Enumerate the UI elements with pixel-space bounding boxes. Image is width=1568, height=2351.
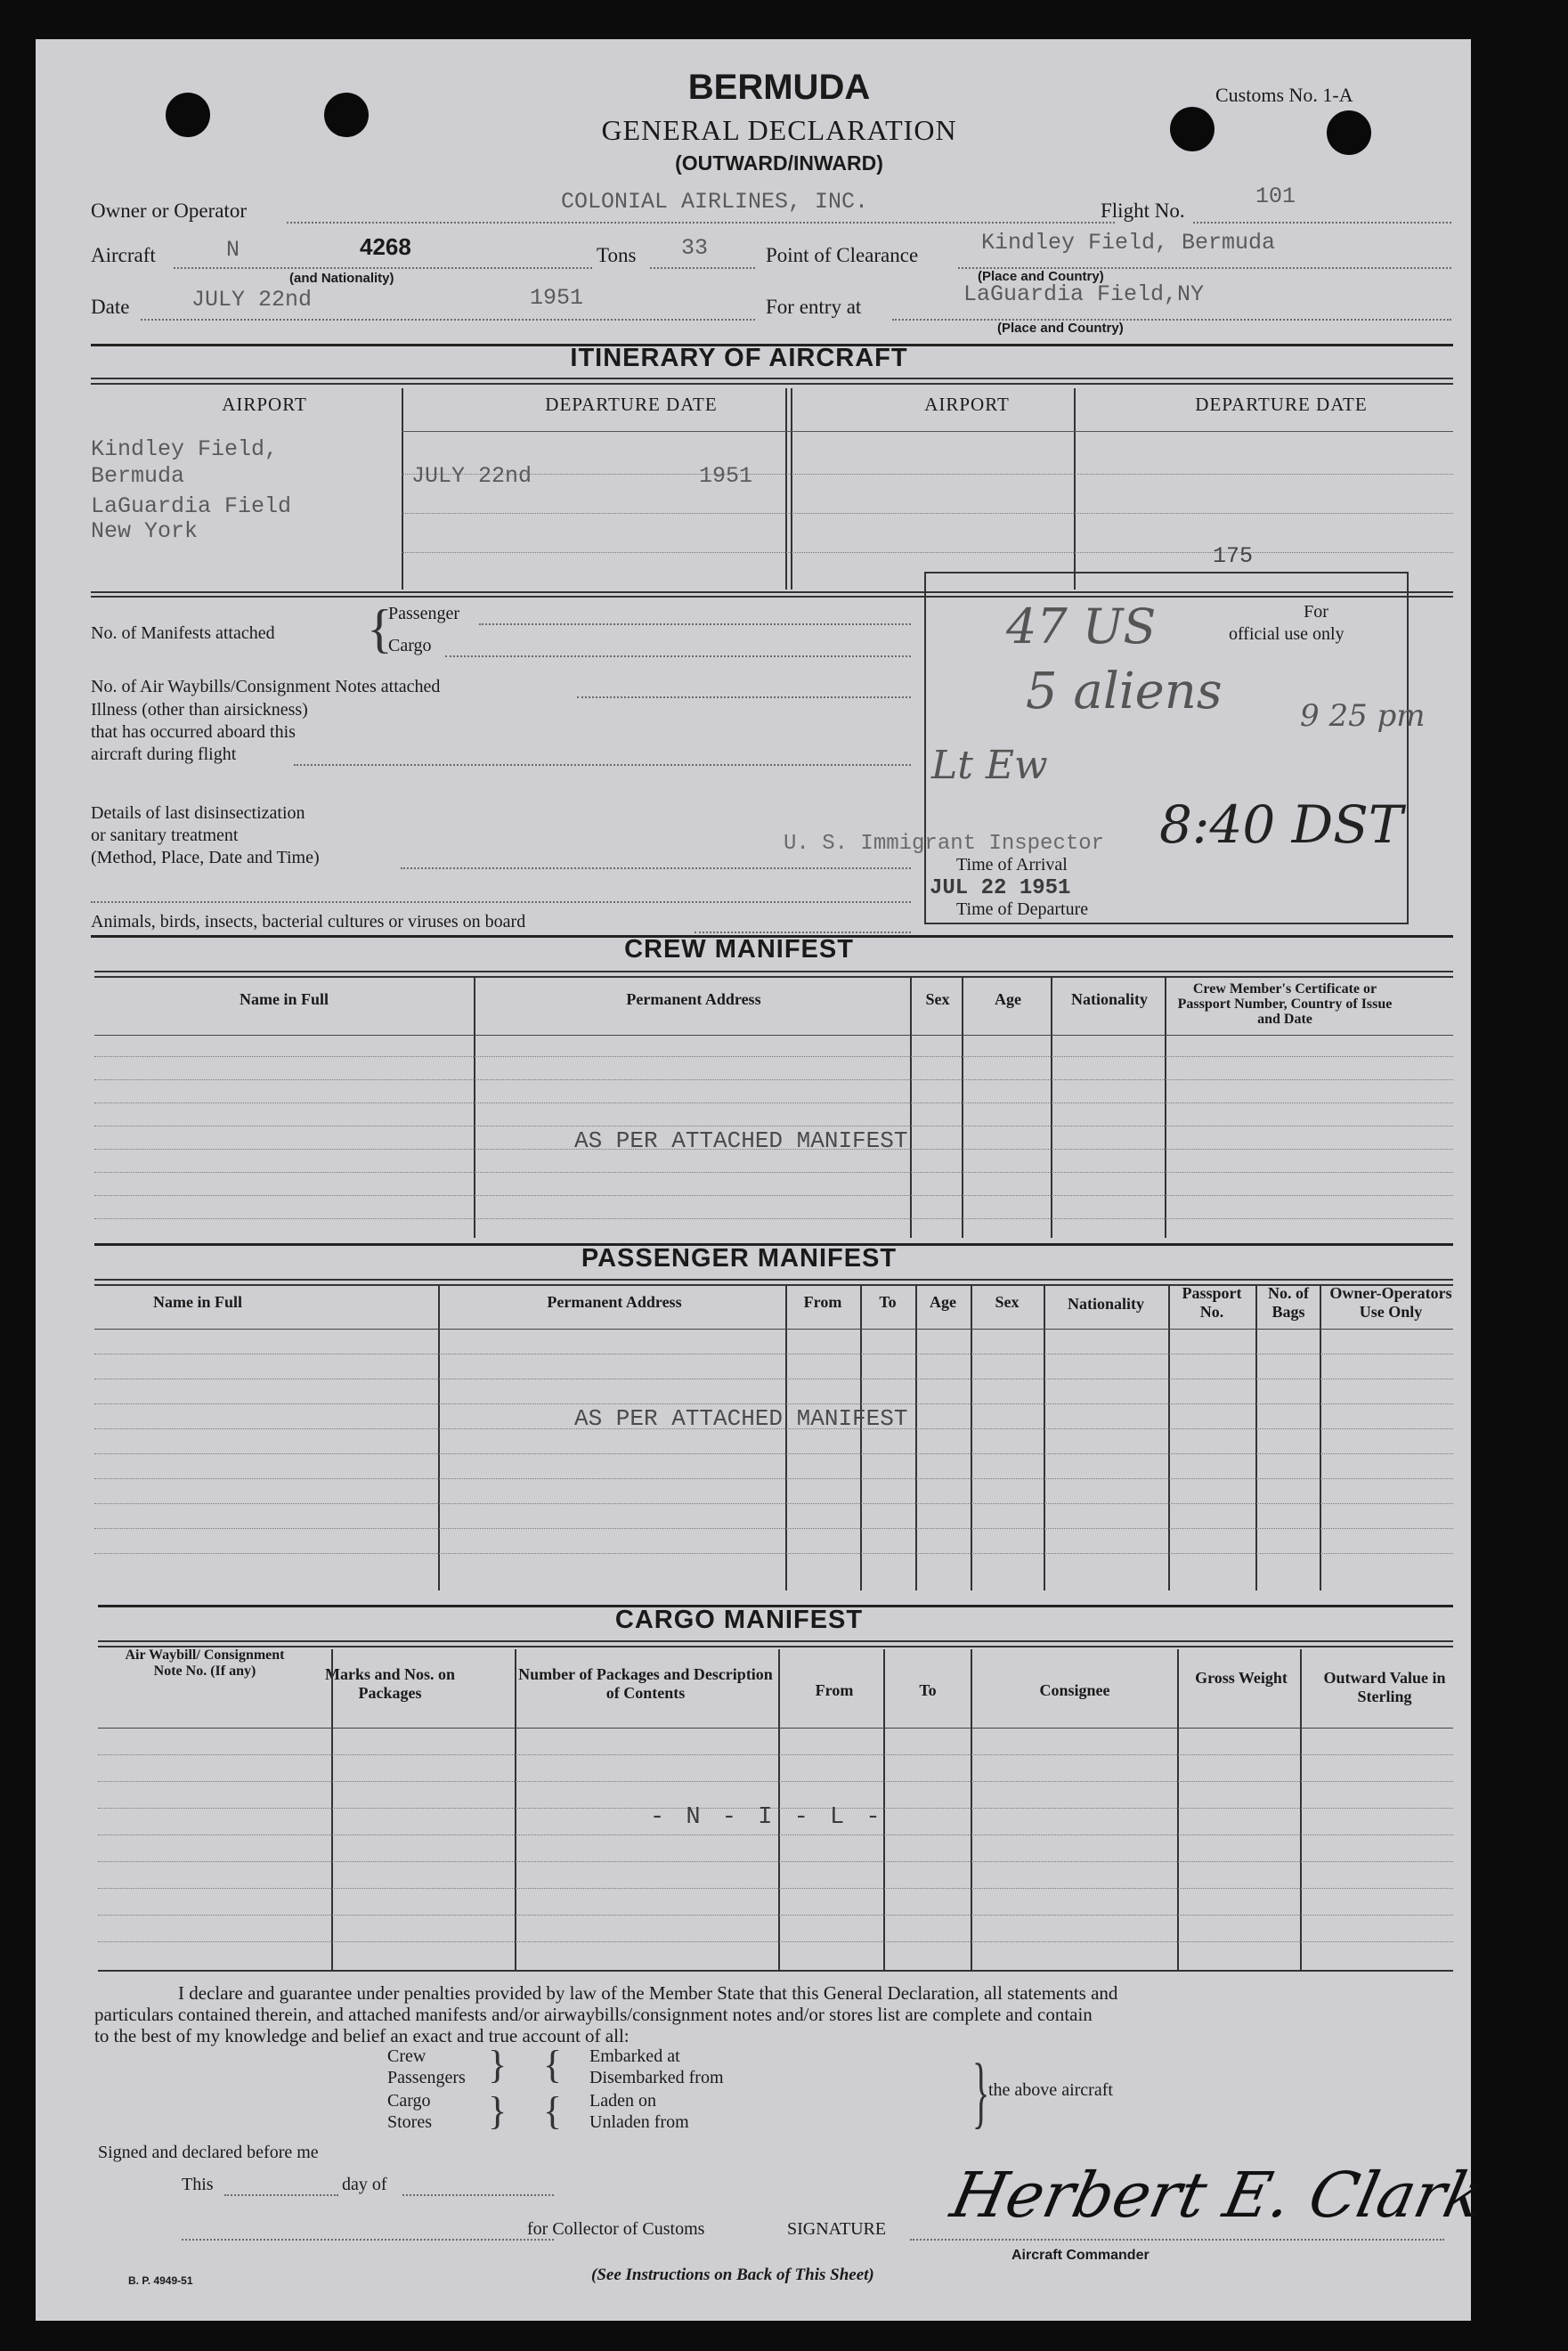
official-hand-note-3: 9 25 pm [1300, 698, 1426, 734]
cargo-col-from: From [815, 1681, 854, 1699]
declaration-line-2: particulars contained therein, and attached manifests and/or airwaybills/consignment notes and/or stores list are complete and contain [94, 2004, 1093, 2025]
crew-row-dots [94, 1102, 1453, 1103]
decl-cargo: Cargo [387, 2091, 431, 2111]
crew-row-dots [94, 1195, 1453, 1196]
cargo-row-dots [98, 1915, 1453, 1916]
cargo-rule-1 [98, 1640, 1453, 1642]
disinsect-line-1: Details of last disinsectization [91, 803, 305, 823]
crew-vline [910, 978, 912, 1238]
official-hand-note-2: 5 aliens [1026, 663, 1223, 720]
itin-row-dots [402, 513, 1453, 514]
pass-col-name: Name in Full [152, 1293, 242, 1311]
decl-disembarked: Disembarked from [589, 2068, 724, 2087]
aircraft-line [174, 267, 592, 269]
crew-col-age: Age [995, 990, 1021, 1008]
cargo-bottom-rule [98, 1970, 1453, 1972]
manifests-brace: { [367, 599, 393, 658]
tons-value: 33 [681, 235, 709, 261]
form-direction: (OUTWARD/INWARD) [675, 151, 883, 175]
illness-line-2: that has occurred aboard this [91, 722, 296, 742]
crew-col-nationality: Nationality [1070, 990, 1148, 1008]
pass-row-dots [94, 1528, 1453, 1529]
pass-col-passport: Passport No. [1182, 1284, 1242, 1321]
disinsect-line [401, 867, 911, 869]
declaration-line-3: to the best of my knowledge and belief an exact and true account of all: [94, 2025, 630, 2046]
decl-collector: for Collector of Customs [527, 2219, 705, 2239]
form-subtitle: GENERAL DECLARATION [601, 114, 957, 146]
clearance-value: Kindley Field, Bermuda [981, 230, 1276, 256]
itin-col-airport-2: AIRPORT [924, 394, 1010, 415]
date-label: Date [91, 296, 130, 318]
decl-day-line [402, 2194, 554, 2196]
decl-brace-3: { [543, 2043, 563, 2087]
pass-row-dots [94, 1403, 1453, 1404]
itinerary-title: ITINERARY OF AIRCRAFT [570, 344, 908, 372]
cargo-col-to: To [919, 1681, 937, 1699]
pass-vline [1168, 1286, 1170, 1590]
owner-value: COLONIAL AIRLINES, INC. [561, 189, 869, 215]
immigration-stamp-text: U. S. Immigrant Inspector [784, 832, 1105, 856]
pass-col-to: To [879, 1293, 897, 1311]
decl-collector-line [182, 2239, 554, 2241]
cargo-title: CARGO MANIFEST [614, 1606, 864, 1634]
entry-value: LaGuardia Field,NY [963, 281, 1205, 307]
disinsect-line-2: or sanitary treatment [91, 826, 239, 845]
pass-col-sex: Sex [995, 1293, 1020, 1311]
crew-rule-1 [94, 971, 1453, 972]
form-title: BERMUDA [687, 68, 871, 107]
cargo-vline [1177, 1649, 1179, 1970]
owner-label: Owner or Operator [91, 199, 247, 222]
decl-instructions: (See Instructions on Back of This Sheet) [591, 2266, 874, 2284]
declaration-sheet [36, 39, 1491, 2321]
commander-signature: Herbert E. Clark [945, 2159, 1491, 2232]
passenger-attached-note: AS PER ATTACHED MANIFEST [574, 1405, 908, 1432]
cargo-row-dots [98, 1781, 1453, 1782]
pass-vline [860, 1286, 862, 1590]
entry-label: For entry at [766, 296, 862, 318]
itin-airport-line-2: Bermuda [91, 463, 185, 489]
manifests-label: No. of Manifests attached [91, 623, 275, 643]
disinsect-line-extra [91, 901, 911, 903]
flight-value: 101 [1255, 183, 1296, 209]
cargo-row-dots [98, 1888, 1453, 1889]
crew-col-name: Name in Full [239, 990, 329, 1008]
decl-crew: Crew [387, 2046, 427, 2066]
year-value: 1951 [530, 285, 584, 311]
crew-col-certificate: Crew Member's Certificate or Passport Number, Country of Issue and Date [1177, 981, 1393, 1027]
nationality-note: (and Nationality) [289, 271, 394, 286]
itin-vline-3 [791, 388, 792, 590]
animals-label: Animals, birds, insects, bacterial cultures or viruses on board [91, 912, 526, 931]
pass-vline [1255, 1286, 1257, 1590]
cargo-rule-2 [98, 1646, 1453, 1647]
customs-number: Customs No. 1-A [1215, 84, 1353, 106]
aircraft-value: 4268 [360, 233, 411, 260]
cargo-nil-note: - N - I - L - [650, 1804, 884, 1831]
cargo-col-packages: Number of Packages and Description of Contents [518, 1665, 773, 1702]
flight-label: Flight No. [1101, 199, 1185, 222]
itin-departure-year: 1951 [699, 463, 753, 489]
pass-vline [971, 1286, 972, 1590]
cargo-vline [1300, 1649, 1302, 1970]
owner-line [287, 222, 1115, 224]
cargo-col-value: Outward Value in Sterling [1323, 1669, 1446, 1705]
itin-vline-2 [785, 388, 787, 590]
punch-hole-left-2 [324, 93, 369, 137]
crew-row-dots [94, 1218, 1453, 1219]
itin-airport-line-3: LaGuardia Field [91, 493, 292, 519]
crew-vline [474, 978, 475, 1238]
official-hand-note-1: 47 US [1006, 598, 1157, 655]
decl-this-line [224, 2194, 338, 2196]
pass-row-dots [94, 1478, 1453, 1479]
decl-this: This [182, 2175, 214, 2194]
pass-row-dots [94, 1453, 1453, 1454]
decl-passengers: Passengers [387, 2068, 466, 2087]
cargo-row-dots [98, 1941, 1453, 1942]
decl-above-aircraft: the above aircraft [988, 2080, 1113, 2100]
crew-row-dots [94, 1079, 1453, 1080]
manifest-cargo-line [445, 655, 911, 657]
pass-vline [785, 1286, 787, 1590]
itin-vline-1 [402, 388, 403, 590]
pass-head-rule [94, 1329, 1453, 1330]
manifest-passenger: Passenger [388, 604, 459, 623]
flight-line [1193, 222, 1451, 224]
cargo-vline [971, 1649, 972, 1970]
itin-vline-4 [1074, 388, 1076, 590]
pass-vline [915, 1286, 917, 1590]
waybills-line [577, 696, 911, 698]
itin-col-departure-2: DEPARTURE DATE [1195, 394, 1368, 415]
waybills-label: No. of Air Waybills/Consignment Notes attached [91, 677, 441, 696]
pass-row-dots [94, 1553, 1453, 1554]
decl-brace-4: { [543, 2089, 563, 2133]
itin-row-dots [402, 552, 1453, 553]
decl-brace-2: } [488, 2089, 508, 2133]
pass-col-bags: No. of Bags [1268, 1284, 1309, 1321]
pass-vline [1044, 1286, 1045, 1590]
illness-line [294, 764, 911, 766]
pass-row-dots [94, 1503, 1453, 1504]
pass-col-address: Permanent Address [547, 1293, 682, 1311]
decl-brace-1: } [488, 2043, 508, 2087]
cargo-head-rule [98, 1728, 1453, 1729]
itin-row-dots [402, 474, 1453, 475]
itinerary-rule-2 [91, 383, 1453, 385]
disinsect-line-3: (Method, Place, Date and Time) [91, 848, 320, 867]
animals-line [695, 931, 911, 933]
illness-line-1: Illness (other than airsickness) [91, 700, 308, 720]
decl-unladen: Unladen from [589, 2112, 689, 2132]
cargo-col-waybill: Air Waybill/ Consignment Note No. (If any) [125, 1647, 285, 1679]
itinerary-rule-1 [91, 378, 1453, 379]
aircraft-label: Aircraft [91, 244, 156, 266]
crew-vline [1051, 978, 1052, 1238]
manifest-passenger-line [479, 623, 911, 625]
pass-col-owner: Owner-Operators Use Only [1329, 1284, 1452, 1321]
crew-row-dots [94, 1172, 1453, 1173]
punch-hole-right-1 [1170, 107, 1215, 151]
decl-laden: Laden on [589, 2091, 656, 2111]
official-hand-note-5: 8:40 DST [1159, 794, 1403, 855]
crew-col-address: Permanent Address [626, 990, 761, 1008]
pass-col-age: Age [930, 1293, 956, 1311]
decl-embarked: Embarked at [589, 2046, 680, 2066]
itin-col-departure: DEPARTURE DATE [545, 394, 718, 415]
cargo-vline [331, 1649, 333, 1970]
time-of-departure-label: Time of Departure [956, 899, 1089, 919]
itin-airport-line-4: New York [91, 518, 199, 544]
official-box-number: 175 [1213, 543, 1254, 569]
passenger-title: PASSENGER MANIFEST [581, 1244, 898, 1273]
entry-note: (Place and Country) [997, 321, 1124, 336]
pass-col-from: From [803, 1293, 842, 1311]
cargo-row-dots [98, 1834, 1453, 1835]
time-of-arrival-label: Time of Arrival [956, 855, 1068, 875]
tons-line [650, 267, 755, 269]
pass-col-nationality: Nationality [1067, 1295, 1144, 1313]
itin-airport-line-1: Kindley Field, [91, 436, 279, 462]
aircraft-nationality: N [226, 237, 240, 263]
crew-vline [1165, 978, 1166, 1238]
entry-line [892, 319, 1451, 321]
decl-day-of: day of [342, 2175, 387, 2194]
form-number: B. P. 4949-51 [128, 2274, 193, 2287]
date-line [141, 319, 755, 321]
illness-line-3: aircraft during flight [91, 744, 237, 764]
cargo-col-marks: Marks and Nos. on Packages [324, 1665, 456, 1702]
cargo-col-gross: Gross Weight [1195, 1669, 1288, 1687]
pass-vline [1320, 1286, 1321, 1590]
official-use-label-2: official use only [1229, 624, 1345, 644]
date-value: JULY 22nd [191, 287, 313, 313]
decl-commander: Aircraft Commander [1011, 2248, 1150, 2263]
itin-departure-date: JULY 22nd [411, 463, 532, 489]
cargo-vline [515, 1649, 516, 1970]
official-use-label-1: For [1304, 602, 1328, 622]
crew-row-dots [94, 1056, 1453, 1057]
declaration-line-1: I declare and guarantee under penalties provided by law of the Member State that this General Declaration, all statements and [178, 1982, 1118, 2004]
arrival-stamp-date: JUL 22 1951 [930, 876, 1071, 900]
cargo-col-consignee: Consignee [1039, 1681, 1110, 1699]
itin-head-rule [402, 431, 1453, 432]
cargo-row-dots [98, 1861, 1453, 1862]
passenger-rule-1 [94, 1279, 1453, 1281]
clearance-note: (Place and Country) [978, 269, 1104, 284]
punch-hole-right-2 [1327, 110, 1371, 155]
decl-signature-label: SIGNATURE [787, 2219, 887, 2239]
crew-rule-2 [94, 976, 1453, 978]
clearance-label: Point of Clearance [766, 244, 919, 266]
official-hand-note-4: Lt Ew [931, 743, 1048, 788]
decl-signed: Signed and declared before me [98, 2143, 319, 2162]
punch-hole-left-1 [166, 93, 210, 137]
pass-vline [438, 1286, 440, 1590]
tons-label: Tons [597, 244, 637, 266]
itin-col-airport: AIRPORT [222, 394, 307, 415]
crew-head-rule [94, 1035, 1453, 1036]
decl-stores: Stores [387, 2112, 432, 2132]
crew-attached-note: AS PER ATTACHED MANIFEST [574, 1127, 908, 1154]
crew-row-dots [94, 1126, 1453, 1127]
crew-vline [962, 978, 963, 1238]
crew-col-sex: Sex [925, 990, 950, 1008]
manifest-cargo: Cargo [388, 636, 432, 655]
decl-brace-5: } [971, 2048, 990, 2136]
cargo-row-dots [98, 1754, 1453, 1755]
decl-signature-line [910, 2239, 1444, 2241]
crew-title: CREW MANIFEST [624, 935, 854, 964]
